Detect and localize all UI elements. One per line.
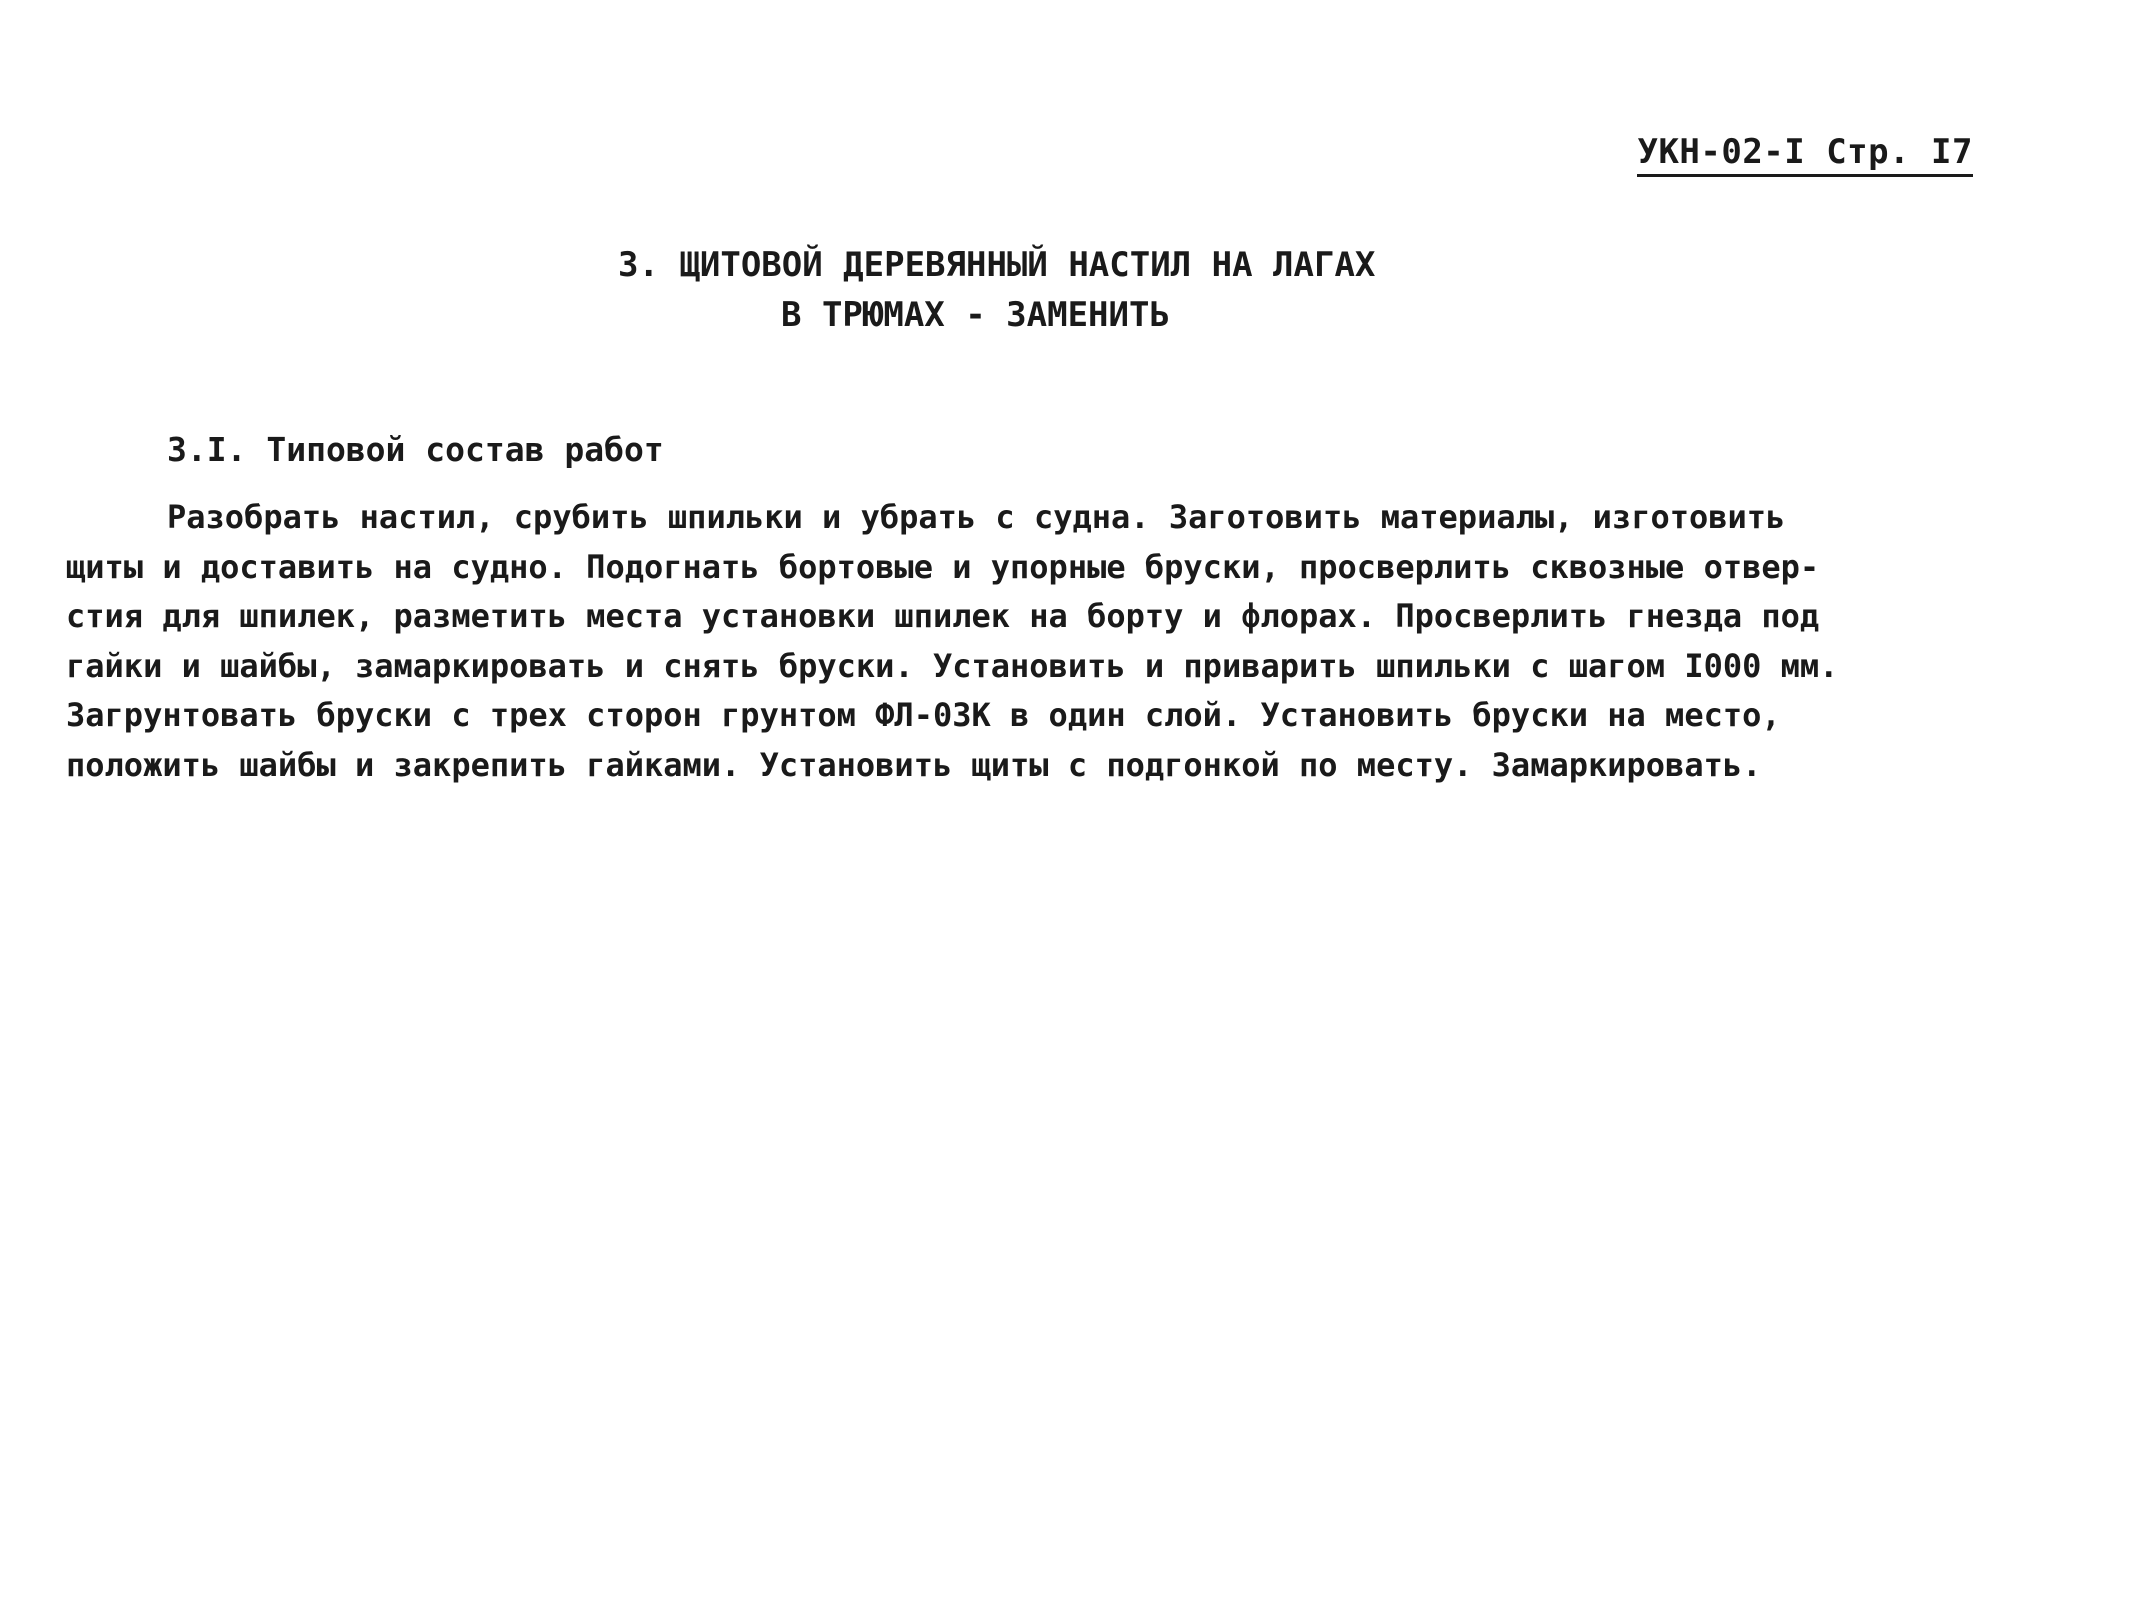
paragraph-line: Разобрать настил, срубить шпильки и убрать с судна. Заготовить материалы, изготовить <box>167 498 1786 536</box>
paragraph-line: положить шайбы и закрепить гайками. Установить щиты с подгонкой по месту. Замаркировать. <box>66 745 1762 784</box>
subsection-heading: 3.I. Типовой состав работ <box>167 430 664 469</box>
section-title-line-1: 3. ЩИТОВОЙ ДЕРЕВЯННЫЙ НАСТИЛ НА ЛАГАХ <box>618 245 1376 285</box>
paragraph-line: гайки и шайбы, замаркировать и снять бруски. Установить и приварить шпильки с шагом I000 мм. <box>66 646 1839 685</box>
paragraph-line: щиты и доставить на судно. Подогнать бортовые и упорные бруски, просверлить сквозные отвер- <box>66 547 1820 586</box>
section-title-line-2: В ТРЮМАХ - ЗАМЕНИТЬ <box>781 295 1170 335</box>
paragraph-line: Загрунтовать бруски с трех сторон грунтом ФЛ-03К в один слой. Установить бруски на место, <box>66 696 1781 734</box>
paragraph-line: стия для шпилек, разметить места установки шпилек на борту и флорах. Просверлить гнезда под <box>66 597 1820 635</box>
document-reference: УКН-02-I Стр. I7 <box>1637 132 1973 177</box>
work-description-paragraph <box>66 493 1966 790</box>
